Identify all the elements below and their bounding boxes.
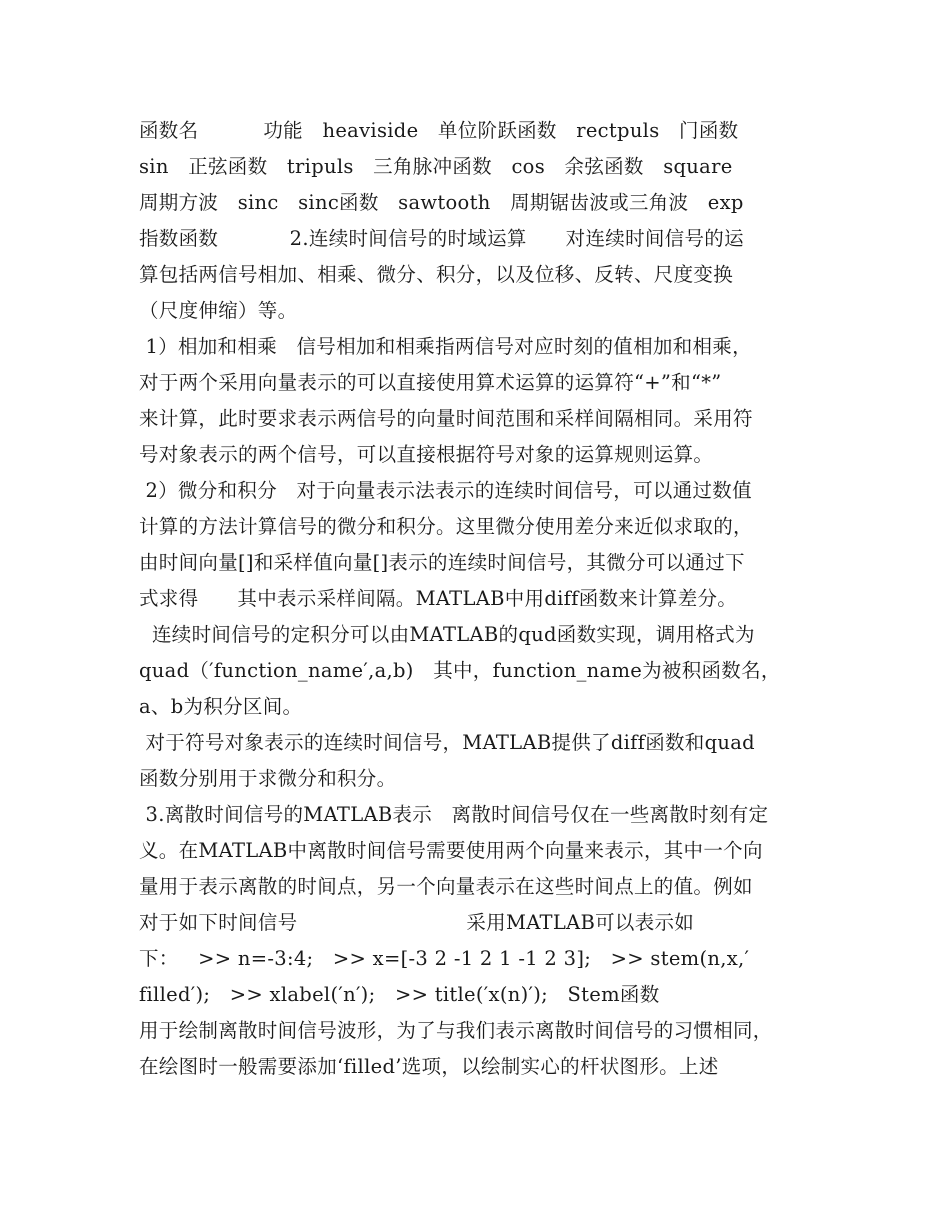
text-line: 函数分别用于求微分和积分。 bbox=[139, 767, 397, 790]
body-text bbox=[139, 113, 829, 1085]
text-line: 量用于表示离散的时间点，另一个向量表示在这些时间点上的值。例如 bbox=[139, 875, 753, 898]
text-line: 用于绘制离散时间信号波形，为了与我们表示离散时间信号的习惯相同， bbox=[139, 1019, 773, 1042]
text-line: 在绘图时一般需要添加‘filled’选项，以绘制实心的杆状图形。上述 bbox=[139, 1055, 719, 1078]
text-line: 式求得 其中表示采样间隔。MATLAB中用diff函数来计算差分。 bbox=[139, 587, 738, 610]
text-line: 2）微分和积分 对于向量表示法表示的连续时间信号，可以通过数值 bbox=[139, 479, 752, 502]
text-line: 1）相加和相乘 信号相加和相乘指两信号对应时刻的值相加和相乘， bbox=[139, 335, 752, 358]
text-line: 计算的方法计算信号的微分和积分。这里微分使用差分来近似求取的， bbox=[139, 515, 753, 538]
text-line: quad（′function_name′,a,b) 其中，function_name为被积函数名， bbox=[139, 659, 781, 682]
text-line: 对于如下时间信号 采用MATLAB可以表示如 bbox=[139, 911, 695, 934]
text-line: filled′); >> xlabel(′n′); >> title(′x(n)′); Stem函数 bbox=[139, 983, 660, 1006]
text-line: 下： >> n=-3:4; >> x=[-3 2 -1 2 1 -1 2 3]; >> stem(n,x,′ bbox=[139, 947, 750, 970]
text-line: 算包括两信号相加、相乘、微分、积分，以及位移、反转、尺度变换 bbox=[139, 263, 734, 286]
text-line: 来计算，此时要求表示两信号的向量时间范围和采样间隔相同。采用符 bbox=[139, 407, 753, 430]
text-line: sin 正弦函数 tripuls 三角脉冲函数 cos 余弦函数 square bbox=[139, 155, 733, 178]
text-line: 周期方波 sinc sinc函数 sawtooth 周期锯齿波或三角波 exp bbox=[139, 191, 744, 214]
text-line: 由时间向量[]和采样值向量[]表示的连续时间信号，其微分可以通过下 bbox=[139, 551, 745, 574]
text-line: 号对象表示的两个信号，可以直接根据符号对象的运算规则运算。 bbox=[139, 443, 714, 466]
text-line: 连续时间信号的定积分可以由MATLAB的qud函数实现，调用格式为 bbox=[139, 623, 755, 646]
text-line: a、b为积分区间。 bbox=[139, 695, 303, 718]
text-line: 指数函数 2.连续时间信号的时域运算 对连续时间信号的运 bbox=[139, 227, 744, 250]
text-line: 函数名 功能 heaviside 单位阶跃函数 rectpuls 门函数 bbox=[139, 119, 739, 142]
text-line: 对于符号对象表示的连续时间信号，MATLAB提供了diff函数和quad bbox=[139, 731, 755, 754]
text-line: 3.离散时间信号的MATLAB表示 离散时间信号仅在一些离散时刻有定 bbox=[139, 803, 769, 826]
text-line: 对于两个采用向量表示的可以直接使用算术运算的运算符“+”和“*” bbox=[139, 371, 722, 394]
text-line: 义。在MATLAB中离散时间信号需要使用两个向量来表示，其中一个向 bbox=[139, 839, 763, 862]
text-line: （尺度伸缩）等。 bbox=[139, 299, 298, 322]
